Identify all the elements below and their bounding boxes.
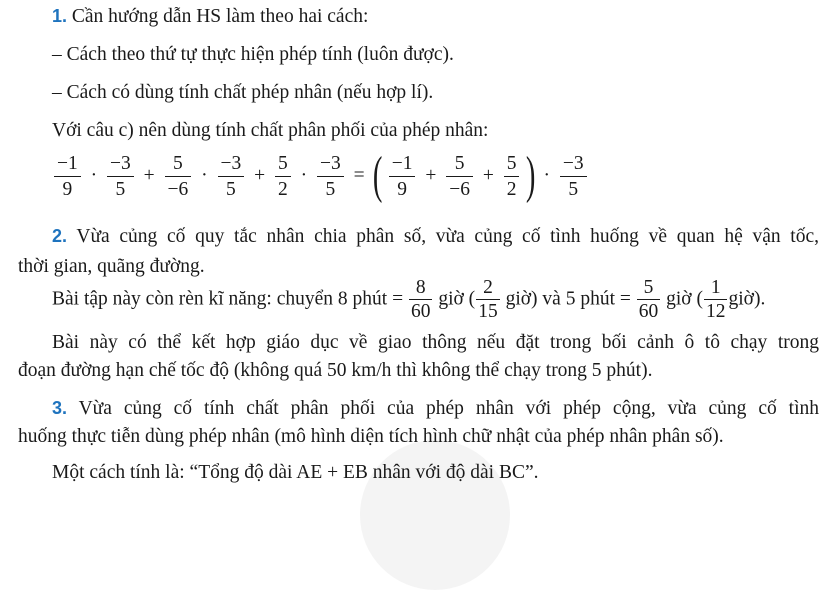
eq-plus: + — [254, 165, 266, 186]
frac-5-60-num: 5 — [637, 276, 661, 300]
eq-frac-8-den: −6 — [449, 178, 470, 200]
eq-dot: · — [201, 165, 208, 186]
eq-frac-1-den: 9 — [62, 178, 73, 200]
p2-line5: đoạn đường hạn chế tốc độ (không quá 50 km/h thì không thể chạy trong 5 phút). — [18, 360, 653, 381]
eq-frac-6 — [317, 151, 344, 202]
eq-right-paren: ) — [526, 147, 536, 204]
distributive-equation — [52, 147, 589, 204]
eq-frac-9-den: 2 — [506, 178, 517, 200]
p3-number: 3. — [52, 398, 68, 418]
frac-1-12-den: 12 — [705, 301, 726, 322]
frac-5-60 — [637, 276, 661, 323]
p2-line3b: giờ ( — [438, 288, 476, 310]
frac-2-15-num: 2 — [476, 276, 500, 300]
eq-frac-7 — [389, 151, 416, 202]
eq-frac-3 — [165, 151, 192, 202]
eq-frac-3-num: 5 — [165, 151, 192, 177]
eq-frac-10 — [560, 151, 587, 202]
p2-line3 — [52, 276, 765, 323]
p2-number: 2. — [52, 226, 68, 246]
eq-frac-7-den: 9 — [397, 178, 407, 200]
eq-frac-1-num: −1 — [54, 151, 81, 177]
p1-line4: Với câu c) nên dùng tính chất phân phối của phép nhân: — [52, 120, 489, 141]
eq-frac-3-den: −6 — [167, 178, 189, 200]
eq-frac-2-num: −3 — [107, 151, 134, 177]
eq-equals: = — [353, 165, 365, 186]
p1-text1: Cần hướng dẫn HS làm theo hai cách: — [71, 6, 369, 27]
eq-dot: · — [90, 165, 98, 186]
eq-plus: + — [482, 165, 494, 186]
p2-text1: Vừa củng cố quy tắc nhân chia phân số, vừa củng cố tình huống về quan hệ vận tốc, — [76, 226, 819, 247]
eq-frac-8-num: 5 — [446, 151, 473, 177]
p1-line2: – Cách theo thứ tự thực hiện phép tính (luôn được). — [52, 44, 454, 65]
frac-5-60-den: 60 — [638, 301, 659, 322]
eq-frac-8 — [446, 151, 473, 202]
eq-frac-7-num: −1 — [389, 151, 416, 177]
p3-line1 — [52, 398, 819, 420]
frac-2-15 — [476, 276, 500, 323]
eq-frac-1 — [54, 151, 81, 202]
frac-1-12-num: 1 — [704, 276, 728, 300]
p2-line2: thời gian, quãng đường. — [18, 256, 205, 277]
frac-8-60 — [409, 276, 433, 323]
eq-left-paren: ( — [372, 147, 382, 204]
p3-line2: huống thực tiễn dùng phép nhân (mô hình diện tích hình chữ nhật của phép nhân phân số). — [18, 426, 724, 447]
eq-frac-4-num: −3 — [218, 151, 245, 177]
eq-frac-2 — [107, 151, 134, 202]
p2-line3c: giờ) và 5 phút = — [505, 288, 631, 310]
p2-line3a: Bài tập này còn rèn kĩ năng: chuyển 8 phút = — [52, 288, 404, 310]
eq-plus: + — [143, 165, 155, 186]
frac-8-60-num: 8 — [409, 276, 433, 300]
frac-8-60-den: 60 — [410, 301, 431, 322]
eq-frac-9-num: 5 — [504, 151, 520, 177]
eq-frac-5-den: 2 — [278, 178, 288, 200]
eq-frac-5 — [275, 151, 291, 202]
eq-dot: · — [543, 165, 551, 186]
eq-plus: + — [425, 165, 437, 186]
p2-line4: Bài này có thể kết hợp giáo dục về giao thông nếu đặt trong bối cảnh ô tô chạy trong — [52, 332, 819, 353]
frac-1-12 — [704, 276, 728, 323]
eq-frac-10-num: −3 — [560, 151, 587, 177]
eq-frac-6-den: 5 — [325, 178, 336, 200]
eq-frac-10-den: 5 — [568, 178, 579, 200]
eq-dot: · — [300, 165, 308, 186]
eq-frac-4-den: 5 — [226, 178, 236, 200]
p2-line1 — [52, 226, 819, 248]
eq-frac-2-den: 5 — [115, 178, 126, 200]
eq-frac-5-num: 5 — [275, 151, 291, 177]
p1-number: 1. — [52, 6, 68, 26]
p3-text1: Vừa củng cố tính chất phân phối của phép nhân với phép cộng, vừa củng cố tình — [78, 398, 819, 419]
p2-line3d: giờ ( — [666, 288, 703, 310]
frac-2-15-den: 15 — [478, 301, 498, 322]
eq-frac-4 — [218, 151, 245, 202]
eq-frac-6-num: −3 — [317, 151, 344, 177]
p1-line3: – Cách có dùng tính chất phép nhân (nếu hợp lí). — [52, 82, 434, 103]
eq-frac-9 — [504, 151, 520, 202]
p3-line3: Một cách tính là: “Tổng độ dài AE + EB nhân với độ dài BC”. — [52, 462, 539, 483]
p1-line1 — [52, 6, 368, 28]
p2-line3e: giờ). — [728, 288, 766, 310]
